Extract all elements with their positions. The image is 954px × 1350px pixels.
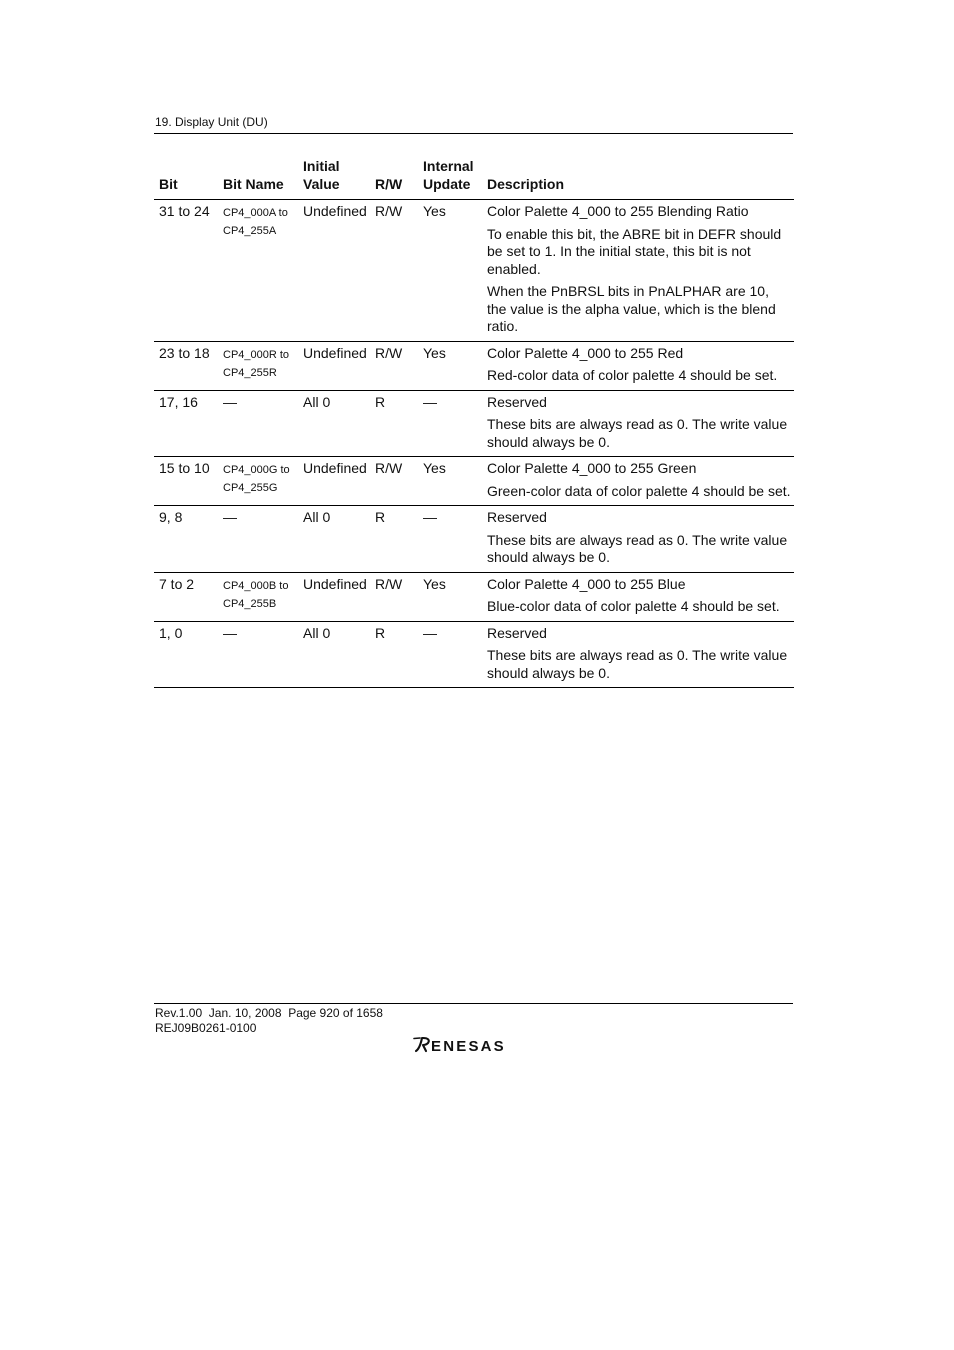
column-header-bit: Bit xyxy=(154,158,218,200)
bit-name-cell: CP4_000A to CP4_255A xyxy=(218,200,298,342)
svg-text:ENESAS: ENESAS xyxy=(431,1038,506,1055)
description-title: Color Palette 4_000 to 255 Green xyxy=(487,460,697,476)
column-header-initial-value: Initial Value xyxy=(298,158,370,200)
column-header-bit-name: Bit Name xyxy=(218,158,298,200)
bit-cell: 15 to 10 xyxy=(154,457,218,506)
initial-value-cell: Undefined xyxy=(298,200,370,342)
description-text: When the PnBRSL bits in PnALPHAR are 10, the value is the alpha value, which is the blend ratio. xyxy=(487,283,776,334)
description-title: Color Palette 4_000 to 255 Red xyxy=(487,344,684,361)
description-cell xyxy=(482,390,794,457)
description-title: Reserved xyxy=(487,393,547,410)
internal-update-cell: Yes xyxy=(418,341,482,390)
rw-cell: R xyxy=(370,621,418,688)
description-title: Reserved xyxy=(487,509,547,525)
description-text: These bits are always read as 0. The write value should always be 0. xyxy=(487,647,788,681)
footer-rule xyxy=(154,1003,793,1004)
description-cell xyxy=(482,200,794,342)
rw-cell: R xyxy=(370,506,418,573)
renesas-logo xyxy=(413,1034,533,1061)
description-cell xyxy=(482,572,794,621)
description-title: Color Palette 4_000 to 255 Blending Ratio xyxy=(487,203,749,219)
description-cell xyxy=(482,506,794,573)
rw-cell: R/W xyxy=(370,341,418,390)
description-text: Red-color data of color palette 4 should be set. xyxy=(487,367,778,383)
table-header-row xyxy=(154,158,794,200)
column-header-rw: R/W xyxy=(370,158,418,200)
bit-cell: 23 to 18 xyxy=(154,341,218,390)
description-cell xyxy=(482,621,794,688)
bit-name-cell: — xyxy=(218,390,298,457)
description-text: These bits are always read as 0. The write value should always be 0. xyxy=(487,416,788,450)
initial-value-cell: All 0 xyxy=(298,621,370,688)
bit-name-cell: CP4_000G to CP4_255G xyxy=(218,457,298,506)
table-row xyxy=(154,506,794,573)
bit-cell: 17, 16 xyxy=(154,390,218,457)
description-title: Color Palette 4_000 to 255 Blue xyxy=(487,575,686,592)
description-text: Green-color data of color palette 4 should be set. xyxy=(487,482,791,499)
header-rule xyxy=(154,133,793,134)
internal-update-cell: — xyxy=(418,506,482,573)
internal-update-cell: Yes xyxy=(418,457,482,506)
bit-name-cell: CP4_000R to CP4_255R xyxy=(218,341,298,390)
description-cell xyxy=(482,341,794,390)
description-text: To enable this bit, the ABRE bit in DEFR should be set to 1. In the initial state, this bit is not enabled. xyxy=(487,225,782,277)
rw-cell: R/W xyxy=(370,572,418,621)
description-cell xyxy=(482,457,794,506)
column-header-description: Description xyxy=(482,158,794,200)
section-header: 19. Display Unit (DU) xyxy=(155,115,268,129)
initial-value-cell: Undefined xyxy=(298,572,370,621)
bit-name-cell: CP4_000B to CP4_255B xyxy=(218,572,298,621)
description-text: These bits are always read as 0. The write value should always be 0. xyxy=(487,531,788,565)
column-header-internal-update: Internal Update xyxy=(418,158,482,200)
table-row xyxy=(154,621,794,688)
initial-value-cell: All 0 xyxy=(298,390,370,457)
table-row xyxy=(154,390,794,457)
bit-cell: 31 to 24 xyxy=(154,200,218,342)
rw-cell: R xyxy=(370,390,418,457)
bit-cell: 9, 8 xyxy=(154,506,218,573)
description-text: Blue-color data of color palette 4 should be set. xyxy=(487,598,780,614)
description-title: Reserved xyxy=(487,624,547,641)
footer-document-number: REJ09B0261-0100 xyxy=(155,1021,257,1035)
internal-update-cell: Yes xyxy=(418,572,482,621)
table-row xyxy=(154,341,794,390)
rw-cell: R/W xyxy=(370,457,418,506)
initial-value-cell: Undefined xyxy=(298,457,370,506)
internal-update-cell: — xyxy=(418,390,482,457)
bit-cell: 7 to 2 xyxy=(154,572,218,621)
bit-name-cell: — xyxy=(218,621,298,688)
internal-update-cell: Yes xyxy=(418,200,482,342)
rw-cell: R/W xyxy=(370,200,418,342)
initial-value-cell: All 0 xyxy=(298,506,370,573)
initial-value-cell: Undefined xyxy=(298,341,370,390)
table-row xyxy=(154,457,794,506)
register-bit-table xyxy=(154,158,794,688)
table-row xyxy=(154,572,794,621)
bit-name-cell: — xyxy=(218,506,298,573)
table-row xyxy=(154,200,794,342)
register-bit-table-container xyxy=(154,158,794,688)
footer-revision-line: Rev.1.00 Jan. 10, 2008 Page 920 of 1658 xyxy=(155,1006,383,1020)
internal-update-cell: — xyxy=(418,621,482,688)
bit-cell: 1, 0 xyxy=(154,621,218,688)
